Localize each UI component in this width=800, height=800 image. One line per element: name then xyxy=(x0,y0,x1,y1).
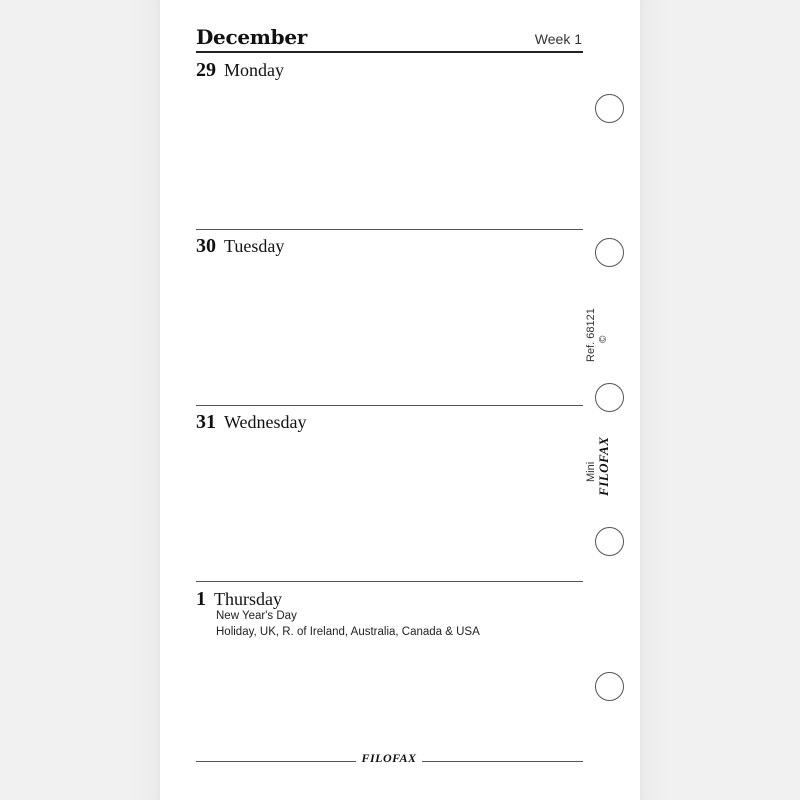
reference-label: Ref. 68121 xyxy=(585,308,597,362)
day-entry-thursday xyxy=(196,588,282,611)
brand-logo-side: FILOFAX xyxy=(596,436,611,496)
day-number: 1 xyxy=(196,588,206,610)
day-name: Thursday xyxy=(214,589,282,609)
day-name: Wednesday xyxy=(224,412,307,432)
day-entry-wednesday xyxy=(196,411,307,434)
binder-hole xyxy=(595,238,624,267)
day-number: 29 xyxy=(196,59,216,81)
day-entry-monday xyxy=(196,59,284,82)
day-divider xyxy=(196,405,583,406)
month-title: December xyxy=(196,25,307,49)
binder-hole xyxy=(595,94,624,123)
day-entry-tuesday xyxy=(196,235,284,258)
header-rule xyxy=(196,51,583,53)
size-label: Mini xyxy=(585,461,597,482)
day-name: Monday xyxy=(224,60,284,80)
day-number: 30 xyxy=(196,235,216,257)
week-label: Week 1 xyxy=(534,31,582,47)
day-divider xyxy=(196,581,583,582)
page-shadow-left xyxy=(130,0,160,800)
day-name: Tuesday xyxy=(224,236,285,256)
holiday-note: Holiday, UK, R. of Ireland, Australia, Canada & USA xyxy=(216,626,480,638)
footer-rule-left xyxy=(196,761,356,762)
holiday-note: New Year's Day xyxy=(216,610,297,622)
binder-hole xyxy=(595,527,624,556)
binder-hole xyxy=(595,383,624,412)
copyright-mark: © xyxy=(598,335,609,343)
binder-hole xyxy=(595,672,624,701)
page-shadow-right xyxy=(640,0,670,800)
footer-rule-right xyxy=(422,761,583,762)
day-divider xyxy=(196,229,583,230)
diary-page xyxy=(160,0,640,800)
day-number: 31 xyxy=(196,411,216,433)
brand-logo-footer: FILOFAX xyxy=(361,751,417,765)
